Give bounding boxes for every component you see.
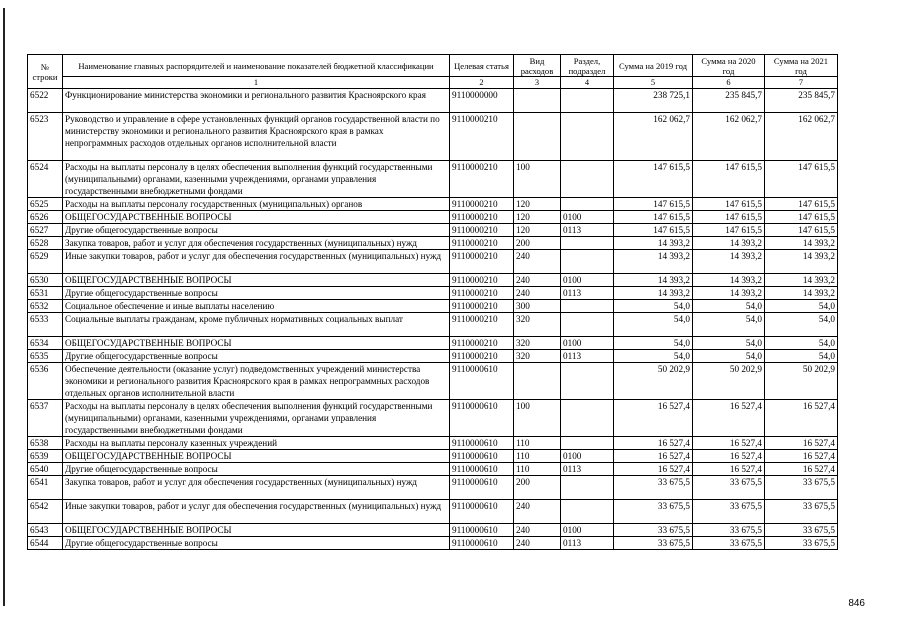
row-sum-2021: 147 615,5 xyxy=(765,198,838,211)
row-number: 6537 xyxy=(28,400,63,437)
row-target-article: 9110000610 xyxy=(450,400,514,437)
table-row xyxy=(28,350,838,363)
row-name: ОБЩЕГОСУДАРСТВЕННЫЕ ВОПРОСЫ xyxy=(63,274,450,287)
row-expense-type: 110 xyxy=(514,437,561,450)
row-sum-2020: 33 675,5 xyxy=(693,537,765,550)
row-sum-2020: 235 845,7 xyxy=(693,89,765,113)
row-number: 6541 xyxy=(28,476,63,500)
row-section xyxy=(561,250,614,274)
page-number: 846 xyxy=(848,598,865,609)
row-sum-2019: 16 527,4 xyxy=(614,450,693,463)
row-target-article: 9110000210 xyxy=(450,337,514,350)
table-row xyxy=(28,450,838,463)
row-sum-2020: 50 202,9 xyxy=(693,363,765,400)
row-sum-2020: 54,0 xyxy=(693,337,765,350)
row-sum-2019: 16 527,4 xyxy=(614,400,693,437)
row-number: 6531 xyxy=(28,287,63,300)
row-expense-type: 120 xyxy=(514,211,561,224)
row-number: 6540 xyxy=(28,463,63,476)
row-expense-type xyxy=(514,89,561,113)
row-sum-2021: 50 202,9 xyxy=(765,363,838,400)
row-target-article: 9110000610 xyxy=(450,524,514,537)
row-name: Другие общегосударственные вопросы xyxy=(63,463,450,476)
table-row xyxy=(28,524,838,537)
row-number: 6536 xyxy=(28,363,63,400)
row-target-article: 9110000210 xyxy=(450,211,514,224)
row-name: Расходы на выплаты персоналу казенных учреждений xyxy=(63,437,450,450)
table-row xyxy=(28,337,838,350)
row-expense-type: 240 xyxy=(514,287,561,300)
row-sum-2019: 238 725,1 xyxy=(614,89,693,113)
row-section xyxy=(561,500,614,524)
row-sum-2020: 54,0 xyxy=(693,313,765,337)
row-target-article: 9110000610 xyxy=(450,450,514,463)
row-sum-2019: 147 615,5 xyxy=(614,161,693,198)
row-name: Расходы на выплаты персоналу в целях обеспечения выполнения функций государственными (муниципальными) органами, казенными учреждениями, органами управления государственными внебюджетными фондами xyxy=(63,400,450,437)
row-expense-type: 240 xyxy=(514,250,561,274)
row-sum-2019: 54,0 xyxy=(614,313,693,337)
row-sum-2021: 16 527,4 xyxy=(765,400,838,437)
table-row xyxy=(28,161,838,198)
row-target-article: 9110000610 xyxy=(450,500,514,524)
header-section: Раздел, подраздел xyxy=(561,55,614,77)
row-sum-2020: 16 527,4 xyxy=(693,463,765,476)
row-sum-2020: 147 615,5 xyxy=(693,224,765,237)
row-sum-2021: 162 062,7 xyxy=(765,113,838,161)
row-sum-2019: 147 615,5 xyxy=(614,211,693,224)
row-number: 6527 xyxy=(28,224,63,237)
row-sum-2021: 54,0 xyxy=(765,313,838,337)
table-row xyxy=(28,211,838,224)
row-sum-2021: 33 675,5 xyxy=(765,500,838,524)
row-section xyxy=(561,237,614,250)
row-name: Другие общегосударственные вопросы xyxy=(63,350,450,363)
row-section xyxy=(561,89,614,113)
row-expense-type xyxy=(514,363,561,400)
table-row xyxy=(28,224,838,237)
row-name: ОБЩЕГОСУДАРСТВЕННЫЕ ВОПРОСЫ xyxy=(63,211,450,224)
row-sum-2019: 54,0 xyxy=(614,337,693,350)
table-row xyxy=(28,287,838,300)
row-target-article: 9110000210 xyxy=(450,350,514,363)
table-row xyxy=(28,437,838,450)
table-row xyxy=(28,89,838,113)
index-type: 3 xyxy=(514,77,561,89)
row-name: Расходы на выплаты персоналу государственных (муниципальных) органов xyxy=(63,198,450,211)
row-sum-2021: 14 393,2 xyxy=(765,250,838,274)
row-sum-2019: 162 062,7 xyxy=(614,113,693,161)
table-row xyxy=(28,250,838,274)
table-row xyxy=(28,400,838,437)
row-section xyxy=(561,161,614,198)
row-name: ОБЩЕГОСУДАРСТВЕННЫЕ ВОПРОСЫ xyxy=(63,524,450,537)
row-expense-type: 110 xyxy=(514,450,561,463)
header-expense-type: Вид расходов xyxy=(514,55,561,77)
row-sum-2019: 14 393,2 xyxy=(614,274,693,287)
budget-table xyxy=(27,54,838,550)
row-sum-2019: 54,0 xyxy=(614,300,693,313)
row-target-article: 9110000210 xyxy=(450,237,514,250)
row-expense-type: 200 xyxy=(514,476,561,500)
row-name: Иные закупки товаров, работ и услуг для обеспечения государственных (муниципальных) нужд xyxy=(63,250,450,274)
row-sum-2019: 14 393,2 xyxy=(614,237,693,250)
row-target-article: 9110000210 xyxy=(450,300,514,313)
row-sum-2021: 14 393,2 xyxy=(765,274,838,287)
row-number: 6530 xyxy=(28,274,63,287)
row-target-article: 9110000610 xyxy=(450,437,514,450)
row-expense-type: 100 xyxy=(514,161,561,198)
row-expense-type: 100 xyxy=(514,400,561,437)
row-expense-type: 120 xyxy=(514,198,561,211)
index-name: 1 xyxy=(63,77,450,89)
row-name: Социальное обеспечение и иные выплаты населению xyxy=(63,300,450,313)
row-number: 6538 xyxy=(28,437,63,450)
table-header-row xyxy=(28,55,838,77)
row-name: Расходы на выплаты персоналу в целях обеспечения выполнения функций государственными (муниципальными) органами, казенными учреждениями, органами управления государственными внебюджетными фондами xyxy=(63,161,450,198)
row-target-article: 9110000210 xyxy=(450,198,514,211)
row-sum-2020: 14 393,2 xyxy=(693,250,765,274)
row-section: 0113 xyxy=(561,287,614,300)
row-target-article: 9110000210 xyxy=(450,161,514,198)
row-sum-2020: 147 615,5 xyxy=(693,198,765,211)
row-sum-2020: 147 615,5 xyxy=(693,211,765,224)
row-expense-type: 240 xyxy=(514,500,561,524)
row-section xyxy=(561,113,614,161)
row-sum-2021: 235 845,7 xyxy=(765,89,838,113)
row-name: Другие общегосударственные вопросы xyxy=(63,537,450,550)
row-sum-2020: 16 527,4 xyxy=(693,437,765,450)
header-sum-2021: Сумма на 2021 год xyxy=(765,55,838,77)
row-target-article: 9110000610 xyxy=(450,476,514,500)
row-number: 6544 xyxy=(28,537,63,550)
row-section xyxy=(561,400,614,437)
row-sum-2021: 147 615,5 xyxy=(765,224,838,237)
row-sum-2020: 33 675,5 xyxy=(693,476,765,500)
row-name: Закупка товаров, работ и услуг для обеспечения государственных (муниципальных) нужд xyxy=(63,476,450,500)
row-target-article: 9110000610 xyxy=(450,363,514,400)
row-name: Иные закупки товаров, работ и услуг для обеспечения государственных (муниципальных) нужд xyxy=(63,500,450,524)
row-number: 6522 xyxy=(28,89,63,113)
row-section: 0113 xyxy=(561,224,614,237)
row-sum-2021: 33 675,5 xyxy=(765,537,838,550)
row-sum-2021: 16 527,4 xyxy=(765,437,838,450)
row-sum-2020: 33 675,5 xyxy=(693,524,765,537)
row-name: ОБЩЕГОСУДАРСТВЕННЫЕ ВОПРОСЫ xyxy=(63,337,450,350)
row-expense-type: 120 xyxy=(514,224,561,237)
row-name: Функционирование министерства экономики и регионального развития Красноярского края xyxy=(63,89,450,113)
row-section: 0100 xyxy=(561,450,614,463)
table-index-row xyxy=(28,77,838,89)
row-section: 0100 xyxy=(561,337,614,350)
row-target-article: 9110000210 xyxy=(450,274,514,287)
row-sum-2019: 50 202,9 xyxy=(614,363,693,400)
row-section xyxy=(561,300,614,313)
row-section: 0113 xyxy=(561,350,614,363)
row-target-article: 9110000610 xyxy=(450,463,514,476)
row-section xyxy=(561,363,614,400)
row-expense-type: 240 xyxy=(514,524,561,537)
row-sum-2021: 16 527,4 xyxy=(765,463,838,476)
row-expense-type xyxy=(514,113,561,161)
row-sum-2021: 14 393,2 xyxy=(765,237,838,250)
index-section: 4 xyxy=(561,77,614,89)
header-sum-2019: Сумма на 2019 год xyxy=(614,55,693,77)
row-target-article: 9110000210 xyxy=(450,313,514,337)
table-row xyxy=(28,113,838,161)
row-target-article: 9110000610 xyxy=(450,537,514,550)
row-sum-2019: 33 675,5 xyxy=(614,537,693,550)
row-section: 0100 xyxy=(561,211,614,224)
table-row xyxy=(28,198,838,211)
row-expense-type: 200 xyxy=(514,237,561,250)
row-sum-2021: 147 615,5 xyxy=(765,211,838,224)
row-sum-2021: 14 393,2 xyxy=(765,287,838,300)
index-2019: 5 xyxy=(614,77,693,89)
row-section: 0113 xyxy=(561,537,614,550)
row-sum-2021: 147 615,5 xyxy=(765,161,838,198)
header-row-number: № строки xyxy=(28,55,63,89)
row-expense-type: 320 xyxy=(514,313,561,337)
row-expense-type: 240 xyxy=(514,274,561,287)
row-section xyxy=(561,437,614,450)
row-sum-2019: 16 527,4 xyxy=(614,463,693,476)
table-row xyxy=(28,237,838,250)
row-sum-2020: 33 675,5 xyxy=(693,500,765,524)
table-row xyxy=(28,363,838,400)
table-row xyxy=(28,476,838,500)
index-target: 2 xyxy=(450,77,514,89)
row-number: 6532 xyxy=(28,300,63,313)
row-sum-2020: 16 527,4 xyxy=(693,450,765,463)
row-sum-2019: 147 615,5 xyxy=(614,224,693,237)
row-number: 6542 xyxy=(28,500,63,524)
row-target-article: 9110000000 xyxy=(450,89,514,113)
row-sum-2020: 54,0 xyxy=(693,300,765,313)
row-number: 6525 xyxy=(28,198,63,211)
row-number: 6526 xyxy=(28,211,63,224)
row-sum-2019: 147 615,5 xyxy=(614,198,693,211)
row-name: Другие общегосударственные вопросы xyxy=(63,224,450,237)
header-sum-2020: Сумма на 2020 год xyxy=(693,55,765,77)
row-target-article: 9110000210 xyxy=(450,250,514,274)
row-number: 6523 xyxy=(28,113,63,161)
row-sum-2020: 14 393,2 xyxy=(693,237,765,250)
row-section xyxy=(561,313,614,337)
row-sum-2021: 54,0 xyxy=(765,300,838,313)
row-target-article: 9110000210 xyxy=(450,287,514,300)
table-row xyxy=(28,300,838,313)
row-name: Другие общегосударственные вопросы xyxy=(63,287,450,300)
table-row xyxy=(28,313,838,337)
row-expense-type: 300 xyxy=(514,300,561,313)
left-margin-rule xyxy=(3,8,5,606)
row-sum-2020: 16 527,4 xyxy=(693,400,765,437)
row-sum-2021: 54,0 xyxy=(765,337,838,350)
row-sum-2021: 33 675,5 xyxy=(765,476,838,500)
row-sum-2019: 33 675,5 xyxy=(614,476,693,500)
row-sum-2020: 14 393,2 xyxy=(693,274,765,287)
row-section: 0100 xyxy=(561,524,614,537)
row-sum-2019: 54,0 xyxy=(614,350,693,363)
row-expense-type: 320 xyxy=(514,337,561,350)
row-section: 0113 xyxy=(561,463,614,476)
row-sum-2020: 162 062,7 xyxy=(693,113,765,161)
row-target-article: 9110000210 xyxy=(450,224,514,237)
row-name: Социальные выплаты гражданам, кроме публичных нормативных социальных выплат xyxy=(63,313,450,337)
row-sum-2019: 16 527,4 xyxy=(614,437,693,450)
row-target-article: 9110000210 xyxy=(450,113,514,161)
row-sum-2020: 147 615,5 xyxy=(693,161,765,198)
row-number: 6534 xyxy=(28,337,63,350)
row-section xyxy=(561,476,614,500)
row-name: Закупка товаров, работ и услуг для обеспечения государственных (муниципальных) нужд xyxy=(63,237,450,250)
row-sum-2019: 33 675,5 xyxy=(614,500,693,524)
row-number: 6543 xyxy=(28,524,63,537)
table-row xyxy=(28,537,838,550)
header-name: Наименование главных распорядителей и наименование показателей бюджетной классификации xyxy=(63,55,450,77)
row-name: Обеспечение деятельности (оказание услуг) подведомственных учреждений министерства экономики и регионального развития Красноярского края в рамках непрограммных расходов отдельных органов исполнительной власти xyxy=(63,363,450,400)
row-number: 6533 xyxy=(28,313,63,337)
row-sum-2019: 14 393,2 xyxy=(614,287,693,300)
table-row xyxy=(28,500,838,524)
row-sum-2020: 14 393,2 xyxy=(693,287,765,300)
table-row xyxy=(28,463,838,476)
row-sum-2021: 33 675,5 xyxy=(765,524,838,537)
table-row xyxy=(28,274,838,287)
row-section: 0100 xyxy=(561,274,614,287)
row-sum-2020: 54,0 xyxy=(693,350,765,363)
row-expense-type: 110 xyxy=(514,463,561,476)
header-target-article: Целевая статья xyxy=(450,55,514,77)
row-name: Руководство и управление в сфере установленных функций органов государственной власти по министерству экономики и регионального развития Красноярского края в рамках непрограммных расходов отдельных органов исполнительной власти xyxy=(63,113,450,161)
index-2021: 7 xyxy=(765,77,838,89)
row-number: 6528 xyxy=(28,237,63,250)
row-section xyxy=(561,198,614,211)
row-number: 6535 xyxy=(28,350,63,363)
row-sum-2019: 14 393,2 xyxy=(614,250,693,274)
row-sum-2019: 33 675,5 xyxy=(614,524,693,537)
index-2020: 6 xyxy=(693,77,765,89)
row-number: 6539 xyxy=(28,450,63,463)
row-name: ОБЩЕГОСУДАРСТВЕННЫЕ ВОПРОСЫ xyxy=(63,450,450,463)
row-expense-type: 240 xyxy=(514,537,561,550)
row-sum-2021: 54,0 xyxy=(765,350,838,363)
row-sum-2021: 16 527,4 xyxy=(765,450,838,463)
row-expense-type: 320 xyxy=(514,350,561,363)
row-number: 6529 xyxy=(28,250,63,274)
row-number: 6524 xyxy=(28,161,63,198)
